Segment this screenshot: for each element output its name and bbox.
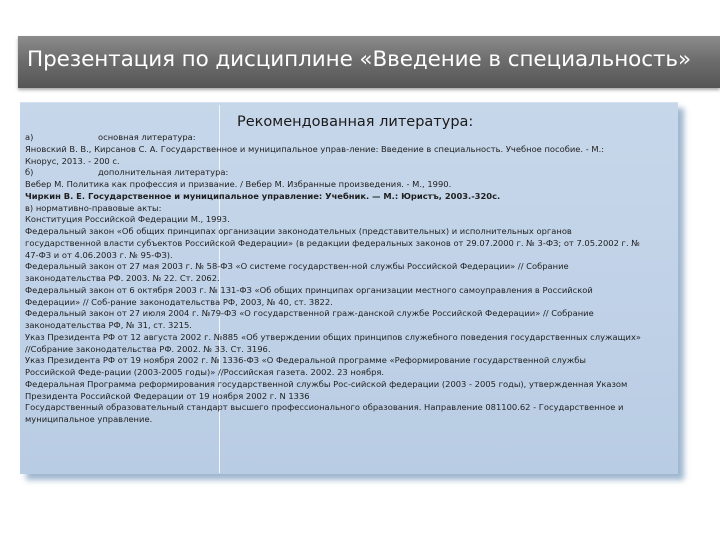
literature-line: Федеральный закон от 6 октября 2003 г. № 131-ФЗ «Об общих принципах организации местного самоуправления в Российской (25, 284, 593, 295)
slide-title-bar (18, 36, 720, 88)
literature-line: Федеральный закон от 27 июля 2004 г. №79-ФЗ «О государственной граж-данской службе Российской Федерации» // Собрание (25, 308, 594, 319)
literature-line: Указ Президента РФ от 12 августа 2002 г. №885 «Об утверждении общих принципов служебного поведения государственных служащих» (25, 331, 641, 342)
literature-line: муниципальное управление. (25, 414, 153, 424)
literature-line: государственной власти субъектов Российской Федерации» (в редакции федеральных законов от 29.07.2000 г. № 3-ФЗ; от 7.05.2002 г. № (25, 237, 640, 248)
literature-line: //Собрание законодательства РФ. 2002. № 33. Ст. 3196. (25, 343, 271, 354)
recommended-literature-heading: Рекомендованная литература: (237, 114, 474, 130)
literature-line: Конституция Российской Федерации М., 1993. (25, 214, 230, 225)
literature-line: Вебер М. Политика как профессия и призвание. / Вебер М. Избранные произведения. - М., 1990. (25, 179, 452, 189)
literature-line: Государственный образовательный стандарт высшего профессионального образования. Направление 081100.62 - Государственное и (25, 402, 624, 413)
slide-title: Презентация по дисциплине «Введение в специальность» (27, 47, 692, 72)
literature-list (25, 132, 675, 426)
literature-line: Федеральная Программа реформирования государственной службы Рос-сийской федерации (2003 - 2005 годы), утвержденная Указом (25, 378, 628, 389)
literature-line: законодательства РФ, № 31, ст. 3215. (25, 320, 192, 330)
literature-line: Яновский В. В., Кирсанов С. А. Государственное и муниципальное управ-ление: Введение в специальность. Учебное пособие. - М.: (25, 143, 605, 154)
literature-line: законодательства РФ. 2003. № 22. Ст. 2062. (25, 273, 220, 283)
literature-line: Федерации» // Соб-рание законодательства РФ, 2003, № 40, ст. 3822. (25, 296, 333, 307)
section-marker: б) (25, 167, 34, 178)
literature-line: 47-ФЗ и от 4.06.2003 г. № 95-ФЗ). (25, 249, 173, 260)
literature-line: Российской Феде-рации (2003-2005 годы)» //Российская газета. 2002. 23 ноября. (25, 367, 385, 377)
literature-line: Федеральный закон «Об общих принципах организации законодательных (представительных) и исполнительных органов (25, 226, 572, 236)
literature-line-a (25, 132, 675, 144)
section-marker: а) (25, 132, 34, 142)
literature-line: Указ Президента РФ от 19 ноября 2002 г. № 1336-ФЗ «О Федеральной программе «Реформирование государственной службы (25, 355, 587, 366)
literature-line: Президента Российской Федерации от 19 ноября 2002 г. N 1336 (25, 390, 310, 401)
literature-line: Федеральный закон от 27 мая 2003 г. № 58-ФЗ «О системе государствен-ной службы Российской Федерации» // Собрание (25, 261, 569, 272)
section-title: дополнительная литература: (98, 167, 229, 178)
literature-line: Кнорус, 2013. - 200 с. (25, 155, 120, 166)
literature-line-b (25, 167, 675, 179)
literature-line: Чиркин В. Е. Государственное и муниципальное управление: Учебник. — М.: Юристъ, 2003.-320с. (25, 190, 501, 201)
content-panel (20, 102, 678, 474)
literature-line: в) нормативно-правовые акты: (25, 202, 162, 213)
section-title: основная литература: (98, 132, 196, 142)
